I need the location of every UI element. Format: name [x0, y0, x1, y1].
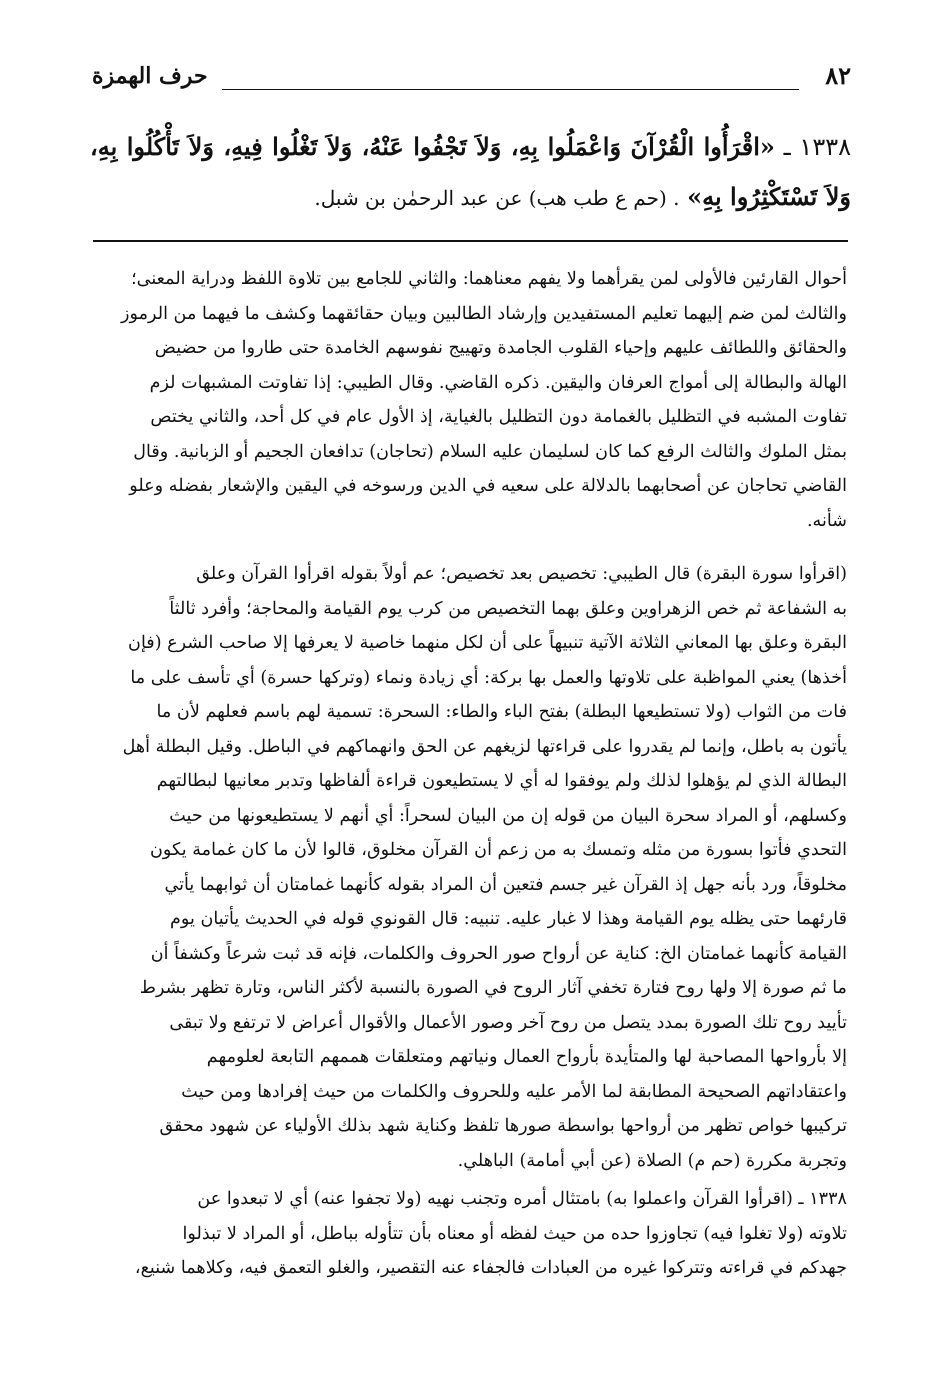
text-line: وكسلهم، أو المراد سحرة البيان من قوله إن من البيان لسحراً: أي أنهم لا يستطيعونها من حيث — [169, 805, 847, 826]
text-line: فات من الثواب (ولا تستطيعها البطلة) بفتح الباء والطاء: السحرة: تسمية لهم باسم فعلهم لأن ما — [156, 702, 847, 722]
text-line: يأتون به باطل، وإنما لم يقدروا على قراءتها لزيغهم عن الحق وانهماكهم في الباطل. وقيل البطلة أهل — [122, 736, 847, 757]
text-line: أحوال القارئين فالأولى لمن يقرأهما ولا يفهم معناهما: والثاني للجامع بين تلاوة اللفظ ودراية المعنى؛ — [131, 269, 847, 289]
text-line: تركيبها خواص تظهر من أرواحها بواسطة صورها تلفظ وكناية شهد بذلك الأولياء عن شهود محقق — [159, 1116, 847, 1136]
text-line: بمثل الملوك والثالث الرفع كما كان لسليمان عليه السلام (تحاجان) تدافعان الجحيم أو الزبانية. وقال — [133, 441, 847, 462]
paragraph-gap — [92, 538, 847, 557]
text-line: أخذها) يعني المواظبة على تلاوتها والعمل بها بركة: أي زيادة ونماء (وتركها حسرة) أي تأسف على ما — [130, 667, 847, 688]
text-line: جهدكم في قراءته وتتركوا غيره من العبادات فالجفاء عنه التقصير، والغلو التعمق فيه، وكلاهما شنيع، — [134, 1258, 847, 1278]
hadith-number: ١٣٣٨ — [799, 133, 851, 161]
text-line: والحقائق واللطائف عليهم وإحياء القلوب الجامدة وتهييج نفوسهم الخامدة حتى طاروا من حضيض — [154, 338, 847, 358]
text-line: القيامة كأنهما غمامتان الخ: كناية عن أرواح صور الحروف والكلمات، فإنه قد ثبت شرعاً وكشفاً أن — [150, 943, 847, 964]
commentary-paragraph-2 — [92, 557, 847, 1178]
footnote-separator — [93, 240, 848, 242]
page-number: ٨٢ — [825, 61, 851, 90]
commentary-paragraph-1 — [92, 262, 847, 538]
text-line: تلاوته (ولا تغلوا فيه) تجاوزوا حده من حيث لفظه أو معناه بأن تتأوله بباطل، أو المراد لا تبذلوا — [182, 1223, 847, 1244]
hadith-dash: ـ — [774, 133, 791, 161]
text-line: إلا بأرواحها المصاحبة لها والمتأيدة بأرواح العمال ونياتهم ومتعلقات هممهم التابعة لعلومهم — [206, 1047, 847, 1067]
text-line: واعتقاداتهم الصحيحة المطابقة لما الأمر عليه وللحروف والكلمات من حيث إفرادها ومن حيث — [181, 1081, 847, 1102]
text-line: (اقرأوا سورة البقرة) قال الطيبي: تخصيص بعد تخصيص؛ عم أولاً بقوله اقرأوا القرآن وعلق — [196, 564, 847, 584]
text-line: به الشفاعة ثم خص الزهراوين وعلق بهما التخصيص من كرب يوم القيامة والمحاجة؛ وأفرد ثالثاً — [169, 598, 847, 619]
text-line: قارئهما حتى يظله يوم القيامة وهذا لا غبار عليه. تنبيه: قال القونوي قوله في الحديث يأتيان يوم — [170, 909, 847, 929]
text-line: ١٣٣٨ ـ (اقرأوا القرآن واعملوا به) بامتثال أمره وتجنب نهيه (ولا تجفوا عنه) أي لا تبعدوا عن — [197, 1189, 847, 1209]
hadith-quote: «اقْرَأُوا الْقُرْآنَ وَاعْمَلُوا بِهِ، وَلاَ تَجْفُوا عَنْهُ، وَلاَ تَغْلُوا فِيهِ، وَلاَ تَأْكُلُوا بِهِ، وَلاَ تَسْتَكْثِرُوا بِهِ» — [90, 132, 851, 211]
hadith-text-block — [90, 122, 851, 223]
hadith-source: . (حم ع طب هب) عن عبد الرحمٰن بن شبل. — [314, 186, 680, 210]
text-line: مخلوقاً، ورد بأنه جهل إذ القرآن غير جسم فتعين أن المراد بقوله كأنهما غمامتان أن ثوابهما يأتي — [164, 874, 847, 895]
text-line: الهالة والبطالة إلى أمواج العرفان واليقين. ذكره القاضي. وقال الطيبي: إذا تفاوتت المشبهات لزم — [149, 372, 847, 393]
commentary-block — [92, 262, 847, 1286]
text-line: والثالث لمن ضم إليهما تعليم المستفيدين وإرشاد الطالبين وبيان حقائقهما وكشف ما فيهما من الرموز — [121, 303, 847, 324]
text-line: التحدي فأتوا بسورة من مثله وتمسك به من زعم أن القرآن مخلوق، قالوا لأن ما كان غمامة يكون — [150, 840, 847, 860]
header-rule — [222, 89, 799, 90]
page-header — [92, 58, 851, 98]
commentary-paragraph-3 — [92, 1182, 847, 1286]
text-line: تفاوت المشبه في التظليل بالغمامة دون التظليل بالغياية، إذ الأول عام في كل أحد، والثاني يختص — [150, 407, 847, 427]
text-line: البطالة الذي لم يؤهلوا لذلك ولم يوفقوا له أي لا يستطيعون قراءة ألفاظها وتدبر معانيها لبطالتهم — [156, 771, 847, 791]
text-line: القاضي تحاجان عن أصحابهما بالدلالة على سعيه في الدين ورسوخه في اليقين والإشعار بفضله وعلو — [129, 476, 847, 496]
text-line: شأنه. — [806, 510, 847, 531]
text-line: البقرة وعلق بها المعاني الثلاثة الآتية تنبيهاً على أن لكل منهما خاصية لا يعرفها إلا صاحب الشرع (فإن — [128, 633, 847, 653]
text-line: ما ثم صورة إلا ولها روح فتارة تخفي آثار الروح في الصورة بالنسبة لأكثر الناس، وتارة تظهر بشرط — [139, 978, 847, 998]
chapter-title: حرف الهمزة — [92, 63, 208, 89]
text-line: تأييد روح تلك الصورة بمدد يتصل من روح آخر وصور الأعمال والأقوال أعراض لا ترتفع ولا تبقى — [169, 1012, 847, 1033]
text-line: وتجربة مكررة (حم م) الصلاة (عن أبي أمامة) الباهلي. — [457, 1150, 847, 1171]
